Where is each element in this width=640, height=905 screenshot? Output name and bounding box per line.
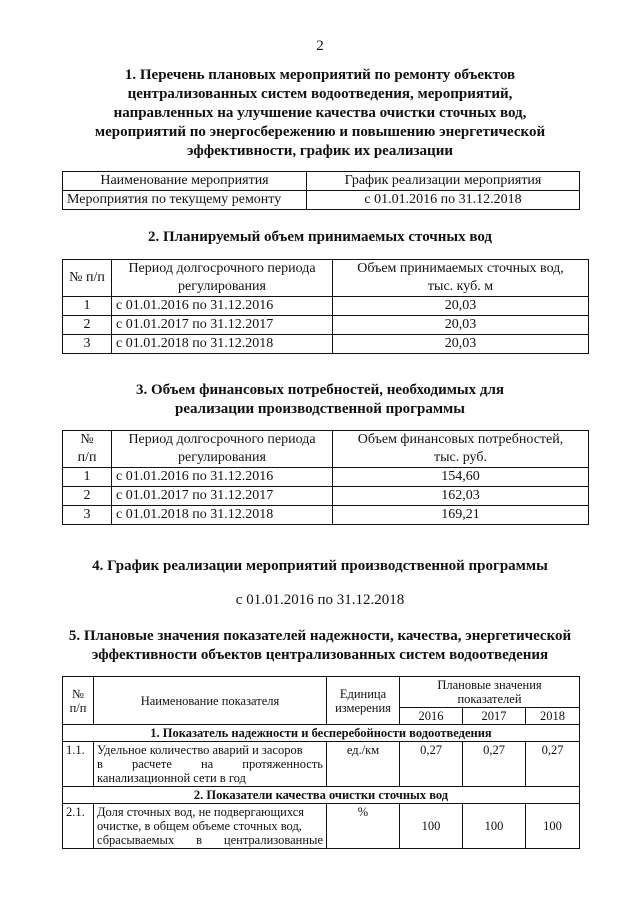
indicator-word: централизованные — [223, 833, 323, 847]
header-period — [112, 260, 333, 297]
row-value: 169,21 — [333, 506, 589, 525]
table-header-row — [63, 677, 580, 708]
header-number — [63, 431, 112, 468]
header-line: тыс. руб. — [434, 450, 487, 465]
header-period — [112, 431, 333, 468]
row-period: с 01.01.2018 по 31.12.2018 — [112, 506, 333, 525]
indicator-word: сбрасываемых — [97, 833, 175, 847]
header-unit — [327, 677, 400, 725]
header-line: показателей — [457, 692, 522, 706]
header-line: п/п — [69, 700, 87, 715]
header-line: регулирования — [178, 450, 266, 465]
row-number: 2.1. — [63, 804, 94, 849]
group-title-row — [63, 787, 580, 804]
section1-title-line: централизованных систем водоотведения, мероприятий, — [127, 86, 513, 102]
header-number — [63, 677, 94, 725]
table-row — [63, 191, 580, 210]
header-year: 2016 — [400, 708, 463, 725]
row-value: 154,60 — [333, 468, 589, 487]
section2-table — [62, 259, 589, 354]
header-schedule: График реализации мероприятия — [307, 172, 580, 191]
header-line: Объем финансовых потребностей, — [357, 432, 564, 447]
section1-title-line: 1. Перечень плановых мероприятий по ремонту объектов — [124, 67, 516, 83]
measure-name-cell: Мероприятия по текущему ремонту — [63, 191, 307, 210]
row-period: с 01.01.2016 по 31.12.2016 — [112, 297, 333, 316]
row-number: 3 — [63, 506, 112, 525]
row-value: 162,03 — [333, 487, 589, 506]
row-value: 20,03 — [333, 335, 589, 354]
schedule-cell: с 01.01.2016 по 31.12.2018 — [307, 191, 580, 210]
section4-title: 4. График реализации мероприятий производственной программы — [92, 558, 548, 574]
indicator-line: Доля сточных вод, не подвергающихся — [97, 805, 305, 819]
header-line: Период долгосрочного периода — [128, 432, 316, 447]
indicator-word: на — [200, 757, 214, 771]
table-row — [63, 297, 589, 316]
row-value-2018: 100 — [526, 804, 580, 849]
header-line: № — [80, 432, 94, 447]
header-line: Плановые значения — [437, 678, 542, 692]
header-volume — [333, 260, 589, 297]
section5-title-line: эффективности объектов централизованных систем водоотведения — [91, 647, 549, 663]
indicator-word: в — [97, 757, 103, 771]
row-unit: % — [327, 804, 400, 849]
group-title-row — [63, 725, 580, 742]
section3-table — [62, 430, 589, 525]
row-indicator-name — [94, 742, 327, 787]
row-number: 1 — [63, 297, 112, 316]
indicator-word: протяженность — [242, 757, 323, 771]
header-line: № — [72, 686, 84, 701]
indicator-line — [97, 757, 323, 771]
row-period: с 01.01.2017 по 31.12.2017 — [112, 487, 333, 506]
row-number: 3 — [63, 335, 112, 354]
row-value-2018: 0,27 — [526, 742, 580, 787]
header-line: измерения — [335, 700, 391, 715]
row-number: 1.1. — [63, 742, 94, 787]
header-line: п/п — [77, 450, 97, 465]
header-number: № п/п — [63, 260, 112, 297]
table-row — [63, 316, 589, 335]
header-line: регулирования — [178, 279, 266, 294]
header-year: 2018 — [526, 708, 580, 725]
table-row — [63, 468, 589, 487]
table-row — [63, 487, 589, 506]
header-indicator-name: Наименование показателя — [94, 677, 327, 725]
table-header-row — [63, 260, 589, 297]
indicator-line: канализационной сети в год — [97, 771, 246, 785]
table-header-row — [63, 172, 580, 191]
header-line: Объем принимаемых сточных вод, — [357, 261, 564, 276]
indicator-line — [97, 833, 323, 847]
header-financial-needs — [333, 431, 589, 468]
row-period: с 01.01.2018 по 31.12.2018 — [112, 335, 333, 354]
row-unit: ед./км — [327, 742, 400, 787]
row-value-2017: 100 — [463, 804, 526, 849]
section3-title-line: реализации производственной программы — [175, 401, 465, 417]
section5-title — [0, 627, 640, 665]
row-number: 2 — [63, 316, 112, 335]
section1-title-line: эффективности, график их реализации — [187, 143, 453, 159]
table-row — [63, 742, 580, 787]
header-measure-name: Наименование мероприятия — [63, 172, 307, 191]
table-row — [63, 804, 580, 849]
header-line: тыс. куб. м — [427, 279, 494, 294]
section3-title-line: 3. Объем финансовых потребностей, необходимых для — [135, 382, 505, 398]
group1-title: 1. Показатель надежности и бесперебойности водоотведения — [63, 725, 580, 742]
header-year: 2017 — [463, 708, 526, 725]
row-value-2016: 100 — [400, 804, 463, 849]
indicator-line: очистке, в общем объеме сточных вод, — [97, 819, 302, 833]
table-row — [63, 335, 589, 354]
section1-title-line: мероприятий по энергосбережению и повышению энергетической — [94, 124, 546, 140]
section3-title — [0, 381, 640, 419]
header-line: Период долгосрочного периода — [128, 261, 316, 276]
row-value-2017: 0,27 — [463, 742, 526, 787]
row-period: с 01.01.2017 по 31.12.2017 — [112, 316, 333, 335]
section1-title-line: направленных на улучшение качества очистки сточных вод, — [113, 105, 527, 121]
row-indicator-name — [94, 804, 327, 849]
row-value: 20,03 — [333, 316, 589, 335]
section5-title-line: 5. Плановые значения показателей надежности, качества, энергетической — [68, 628, 572, 644]
row-value: 20,03 — [333, 297, 589, 316]
group2-title: 2. Показатели качества очистки сточных вод — [63, 787, 580, 804]
section1-title — [0, 66, 640, 161]
section4-period: с 01.01.2016 по 31.12.2018 — [235, 592, 405, 608]
row-period: с 01.01.2016 по 31.12.2016 — [112, 468, 333, 487]
row-number: 2 — [63, 487, 112, 506]
page-number: 2 — [316, 38, 324, 54]
indicator-word: в — [196, 833, 202, 847]
section5-table — [62, 676, 580, 849]
indicator-word: расчете — [131, 757, 172, 771]
section2-title: 2. Планируемый объем принимаемых сточных вод — [147, 229, 493, 245]
row-value-2016: 0,27 — [400, 742, 463, 787]
table-row — [63, 506, 589, 525]
row-number: 1 — [63, 468, 112, 487]
header-planned-values — [400, 677, 580, 708]
table-header-row — [63, 431, 589, 468]
section1-table — [62, 171, 580, 210]
header-line: Единица — [339, 686, 387, 701]
indicator-line: Удельное количество аварий и засоров — [97, 743, 303, 757]
